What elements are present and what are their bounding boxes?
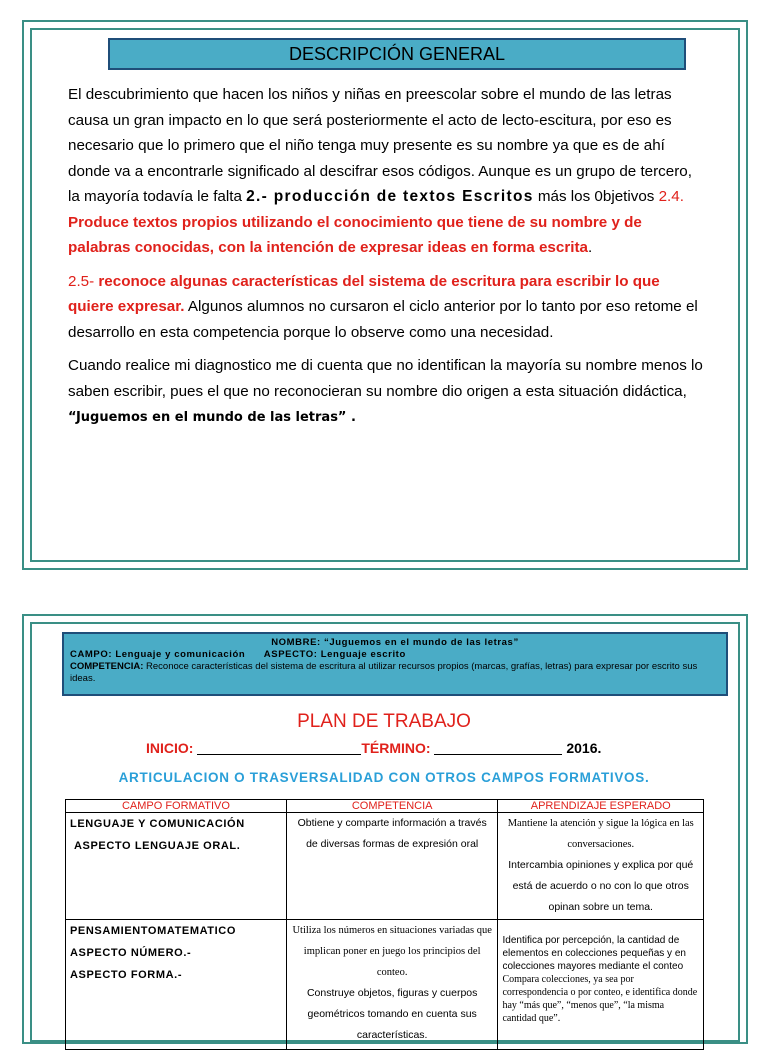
plan-info-box [62,632,728,696]
description-paragraph-3 [68,353,704,431]
nombre-value: “Juguemos en el mundo de las letras” [320,637,519,648]
campo-label: CAMPO: [70,649,113,660]
row2-aspecto-numero: ASPECTO NÚMERO.- [70,947,192,959]
p2-text: Algunos alumnos no cursaron el ciclo anterior por lo tanto por eso retome el desarrollo en esta competencia porque lo observe como una necesidad. [68,298,698,341]
header-aprendizaje: APRENDIZAJE ESPERADO [498,800,704,813]
p1-text: El descubrimiento que hacen los niños y niñas en preescolar sobre el mundo de las letras causa un gran impacto en lo que será posteriormente el acto de lecto-escitura, por eso es necesario que lo primero que el niño tenga muy presente es su nombre ya que es de ahí donde va a encontrarle significado al descifrar esos códigos. Aunque es un grupo de tercero, la mayoría todavía le falta [68,86,692,205]
nombre-label: NOMBRE: [271,637,321,648]
description-header: DESCRIPCIÓN GENERAL [108,38,686,70]
year: 2016. [566,740,602,756]
description-paragraph-1 [68,82,704,261]
termino-label: TÉRMINO: [361,740,431,756]
plan-title: PLAN DE TRABAJO [297,711,471,732]
table-row [66,813,704,920]
p3-text: Cuando realice mi diagnostico me di cuenta que no identifican la mayoría su nombre menos lo saben escribir, pues el que no reconocieran su nombre dio origen a esta situación didáctica, [68,357,703,400]
articulacion-title: ARTICULACION O TRASVERSALIDAD CON OTROS CAMPOS FORMATIVOS. [118,770,650,785]
row1-aprendizaje-2: Intercambia opiniones y explica por qué está de acuerdo o no con lo que otros opinan sobre un tema. [508,859,694,913]
row1-campo: LENGUAJE Y COMUNICACIÓN [70,818,245,830]
row2-competencia-1: Utiliza los números en situaciones variadas que implican poner en juego los principios del conteo. [292,925,492,978]
p2-red-objective: reconoce algunas características del sistema de escritura para escribir lo que quiere expresar. [68,272,660,315]
p3-situation-title: “Juguemos en el mundo de las letras” . [68,410,356,425]
p1-text-2: más los 0bjetivos [533,188,659,205]
row2-aprendizaje-cell [498,920,704,1050]
header-competencia: COMPETENCIA [286,800,498,813]
termino-blank [434,754,562,755]
p1-bold-objective: 2.- producción de textos Escritos [246,188,534,205]
aspecto-label: ASPECTO: [263,649,318,660]
row2-competencia-cell [286,920,498,1050]
inicio-label: INICIO: [146,740,194,756]
campos-table [65,799,704,1050]
row2-aspecto-forma: ASPECTO FORMA.- [70,969,183,981]
p2-red-number: 2.5- [68,272,95,290]
dates-line [146,740,601,756]
table-row [66,920,704,1050]
campo-value: Lenguaje y comunicación [112,649,246,660]
campo-line [70,649,720,661]
row2-aprendizaje-1: Identifica por percepción, la cantidad de elementos en colecciones pequeñas y en colecciones mayores mediante el conteo [502,935,686,972]
aspecto-value: Lenguaje escrito [317,649,406,660]
row1-competencia: Obtiene y comparte información a través de diversas formas de expresión oral [297,817,487,850]
nombre-line [70,637,720,649]
header-campo: CAMPO FORMATIVO [66,800,287,813]
row2-campo: PENSAMIENTOMATEMATICO [70,925,236,937]
row1-aprendizaje-1: Mantiene la atención y sigue la lógica en las conversaciones. [507,818,694,850]
row1-aspecto: ASPECTO LENGUAJE ORAL. [74,840,241,852]
row2-aprendizaje-2: Compara colecciones, ya sea por correspondencia o por conteo, e identifica donde hay “más que”, “menos que”, “la misma cantidad que”. [502,974,698,1024]
table-header-row [66,800,704,813]
row2-competencia-2: Construye objetos, figuras y cuerpos geométricos tomando en cuenta sus características. [306,987,478,1041]
p1-red-objective: Produce textos propios utilizando el conocimiento que tiene de su nombre y de palabras conocidas, con la intención de expresar ideas en forma escrita [68,213,642,256]
p1-red-number: 2.4. [658,188,684,205]
p1-period: . [587,239,593,256]
competencia-value: Reconoce características del sistema de escritura al utilizar recursos propios (marcas, grafías, letras) para expresar por escrito sus ideas. [70,661,698,684]
row1-aprendizaje-cell [498,813,704,920]
inicio-blank [197,754,361,755]
row2-campo-cell [66,920,287,1050]
row1-competencia-cell [286,813,498,920]
row1-campo-cell [66,813,287,920]
description-body [68,82,704,439]
description-paragraph-2 [68,269,704,346]
competencia-line [70,661,720,685]
competencia-label: COMPETENCIA: [70,661,144,672]
